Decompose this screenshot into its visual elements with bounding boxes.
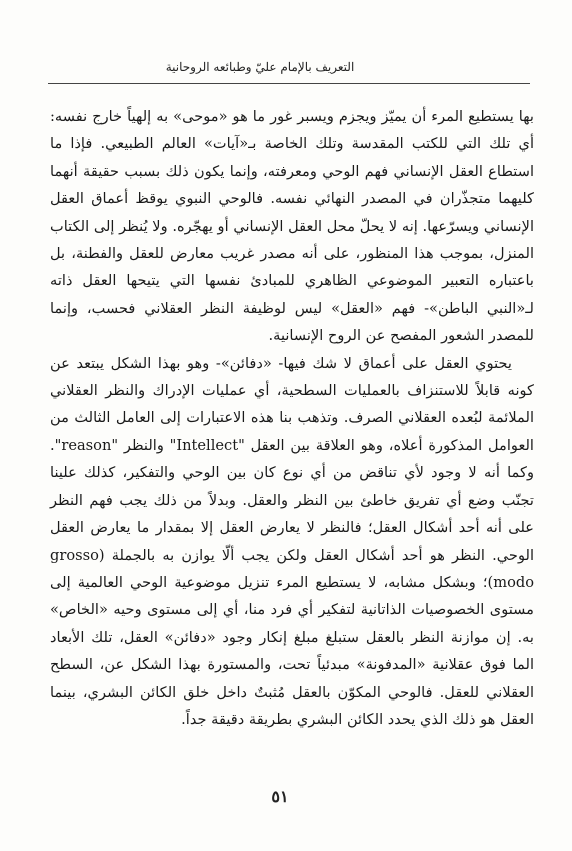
- paragraph-1: بها يستطيع المرء أن يميّز ويجزم ويسبر غور ما هو «موحى» به إلهياً خارج نفسه: أي تلك التي للكتب المقدسة وتلك الخاصة بـ«آيات» العالم الطبيعي. فإذا ما استطاع العقل الإنساني فهم الوحي ومعرفته، وإنما يكون ذلك بسبب حقيقة أنهما كليهما متجذّران في المصدر النهائي نفسه. فالوحي النبوي يوقظ أعماق العقل الإنساني ويسرّعها. إنه لا يحلّ محل العقل الإنساني أو يهجّره. ولا يُنظر إلى الكتاب المنزل، بموجب هذا المنظور، على أنه مصدر غريب معارض للعقل والفطنة، بل باعتباره التعبير الموضوعي الظاهري للمبادئ نفسها التي يتيحها العقل ذاته لـ«النبي الباطن»- فهم «العقل» ليس لوظيفة النظر العقلاني فحسب، وإنما للمصدر الشعور المفصح عن الروح الإنسانية.: [50, 108, 534, 345]
- paragraph-2: يحتوي العقل على أعماق لا شك فيها- «دفائن»- وهو بهذا الشكل يبتعد عن كونه قابلاً للاستنزاف بالعمليات السطحية، أي عمليات الإدراك والنظر العقلاني الملائمة لبُعده العقلاني الصرف. وتذهب بنا هذه الاعتبارات إلى العامل الثالث من العوامل المذكورة أعلاه، وهو العلاقة بين العقل "Intellect" والنظر "reason". وكما أنه لا وجود لأي تناقض من أي نوع كان بين الوحي والتفكير، كذلك علينا تجنّب وضع أي تفريق خاطئ بين النظر والعقل. وبدلاً من ذلك يجب فهم النظر على أنه أحد أشكال العقل؛ فالنظر لا يعارض العقل إلا بمقدار ما يعارض العقل الوحي. النظر هو أحد أشكال العقل ولكن يجب ألّا يوازن به بالجملة (grosso modo)؛ وبشكل مشابه، لا يستطيع المرء تنزيل موضوعية الوحي العالمية إلى مستوى الخصوصيات الذاتانية لتفكير أي فرد منا، أي إلى مستوى وحيه «الخاص» به. إن موازنة النظر بالعقل ستبلغ مبلغ إنكار وجود «دفائن» العقل، تلك الأبعاد الما فوق عقلانية «المدفونة» مبدئياً تحت، والمستورة بهذا الشكل عن، السطح العقلاني للعقل. فالوحي المكوّن بالعقل مُثبتٌ داخل خلق الكائن البشري، بينما العقل هو ذلك الذي يحدد الكائن البشري بطريقة دقيقة جداً.: [50, 354, 534, 728]
- running-header: التعريف بالإمام عليّ وطبائعه الروحانية: [165, 60, 355, 74]
- page-number: ٥١: [271, 787, 289, 806]
- body-text: [50, 103, 534, 733]
- header-divider: [48, 83, 530, 84]
